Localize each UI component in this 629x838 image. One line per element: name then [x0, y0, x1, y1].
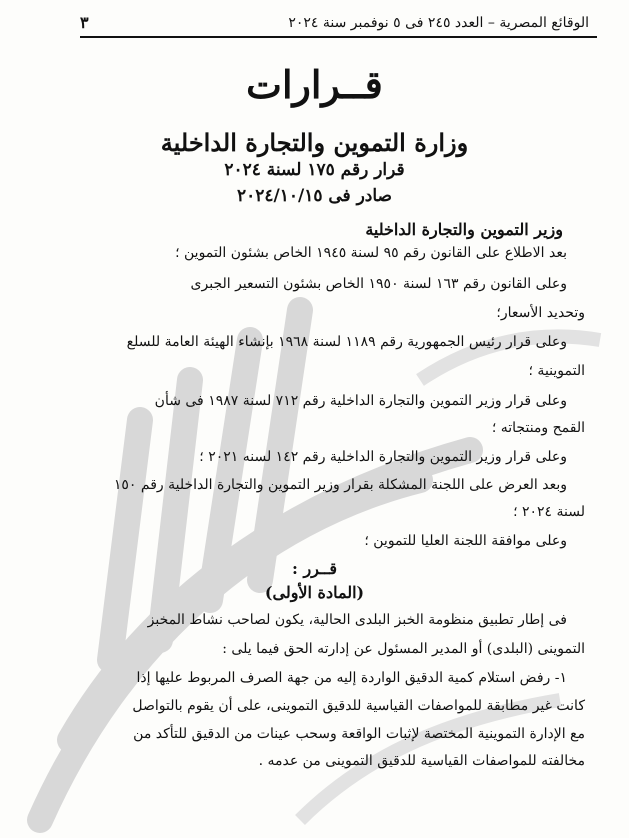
preamble-line: وعلى قرار رئيس الجمهورية رقم ١١٨٩ لسنة ١٩٦٨ بإنشاء الهيئة العامة للسلع	[126, 334, 567, 350]
ministry-name: وزارة التموين والتجارة الداخلية	[160, 128, 469, 157]
page-number: ٣	[80, 13, 89, 32]
article-line: التموينى (البلدى) أو المدير المسئول عن إدارته الحق فيما يلى :	[222, 641, 585, 657]
preamble-line: وعلى قرار وزير التموين والتجارة الداخلية رقم ١٤٢ لسنه ٢٠٢١ ؛	[199, 449, 567, 465]
article-line: كانت غير مطابقة للمواصفات القياسية للدقيق التموينى، على أن يقوم بالتواصل	[132, 698, 585, 714]
preamble-line: وبعد العرض على اللجنة المشكلة بقرار وزير التموين والتجارة الداخلية رقم ١٥٠	[113, 477, 567, 493]
article-line: ١- رفض استلام كمية الدقيق الواردة إليه من جهة الصرف المربوط عليها إذا	[136, 670, 567, 686]
preamble-line: لسنة ٢٠٢٤ ؛	[513, 504, 585, 520]
decree-date: صادر فى ٢٠٢٤/١٠/١٥	[237, 186, 392, 206]
section-title: قــرارات	[246, 62, 383, 107]
decree-number: قرار رقم ١٧٥ لسنة ٢٠٢٤	[224, 160, 405, 180]
preamble-line: التموينية ؛	[528, 363, 585, 379]
decides-heading: قــرر :	[291, 559, 338, 578]
article-line: مخالفته للمواصفات القياسية للدقيق التموينى من عدمه .	[258, 753, 585, 769]
article-line: مع الإدارة التموينية المختصة لإثبات الواقعة وسحب عينات من الدقيق للتأكد من	[133, 726, 585, 742]
preamble-line: بعد الاطلاع على القانون رقم ٩٥ لسنة ١٩٤٥ الخاص بشئون التموين ؛	[175, 245, 567, 261]
preamble-line: وعلى القانون رقم ١٦٣ لسنة ١٩٥٠ الخاص بشئون التسعير الجبرى	[190, 276, 567, 292]
running-title: الوقائع المصرية – العدد ٢٤٥ فى ٥ نوفمبر سنة ٢٠٢٤	[288, 15, 589, 31]
issuer-title: وزير التموين والتجارة الداخلية	[365, 220, 563, 239]
article-line: فى إطار تطبيق منظومة الخبز البلدى الحالية، يكون لصاحب نشاط المخبز	[147, 612, 567, 628]
article-heading: (المادة الأولى)	[264, 583, 365, 602]
preamble-line: القمح ومنتجاته ؛	[491, 420, 585, 436]
preamble-line: وعلى موافقة اللجنة العليا للتموين ؛	[364, 533, 567, 549]
preamble-line: وعلى قرار وزير التموين والتجارة الداخلية رقم ٧١٢ لسنة ١٩٨٧ فى شأن	[154, 393, 567, 409]
preamble-line: وتحديد الأسعار؛	[496, 305, 585, 321]
running-header	[80, 10, 597, 38]
